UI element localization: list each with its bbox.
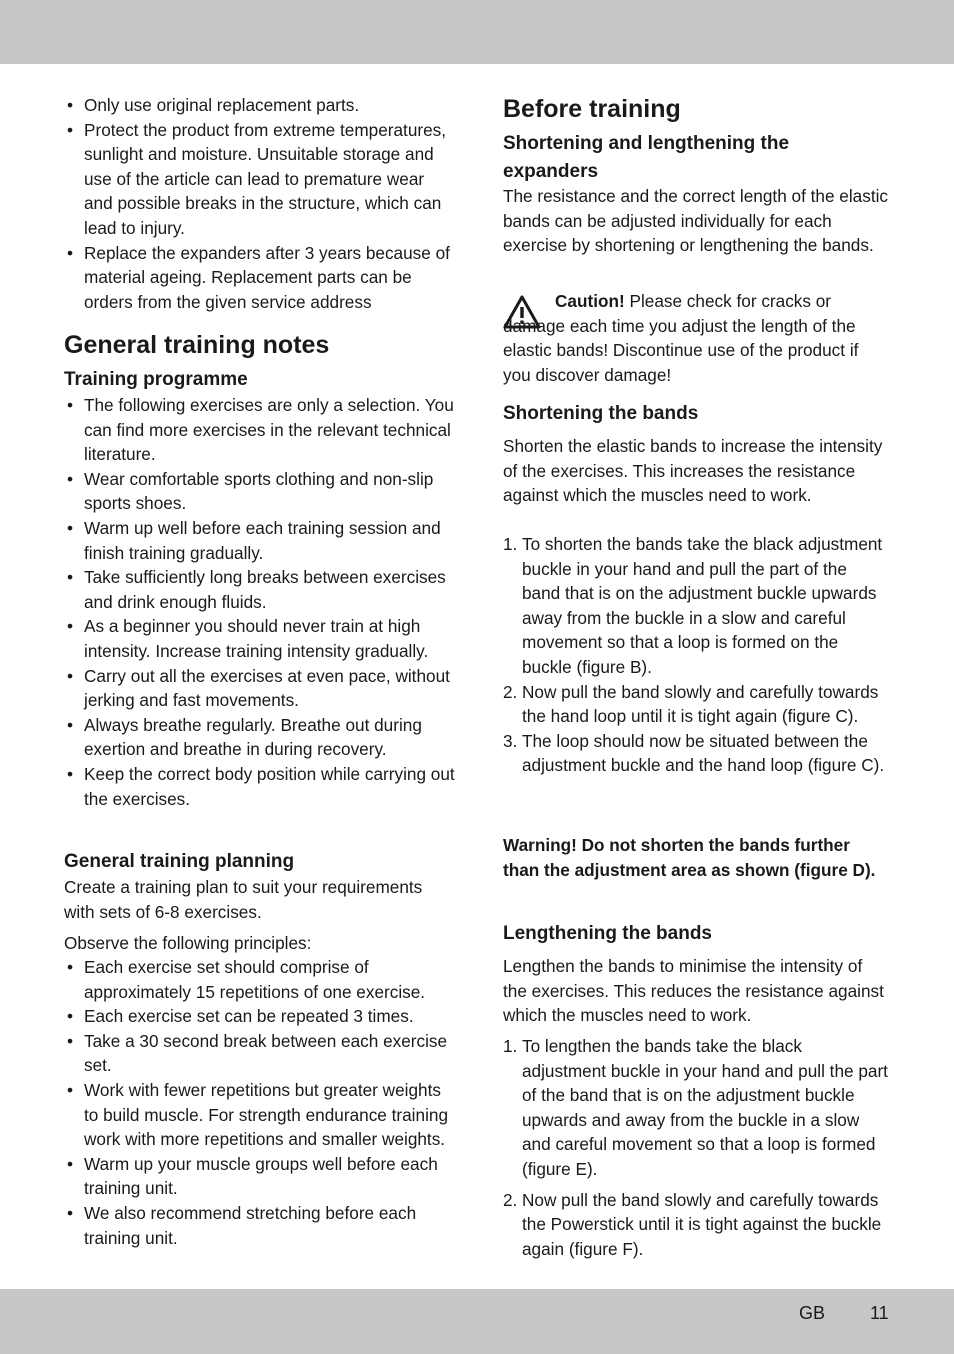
shortening-steps-list [503,532,889,778]
lengthening-paragraph: Lengthen the bands to minimise the intensity of the exercises. This reduces the resistance against which the muscles need to work. [503,956,884,1026]
list-item: • We also recommend stretching before each training unit. [64,1201,456,1250]
list-item: • As a beginner you should never train at high intensity. Increase training intensity gradually. [64,614,456,663]
warning-text: Warning! Do not shorten the bands further than the adjustment area as shown (figure D). [503,835,876,880]
list-item: • Protect the product from extreme temperatures, sunlight and moisture. Unsuitable storage and use of the article can lead to premature wear and possible breaks in the structure, which can lead to injury. [64,118,456,241]
caution-note [503,289,889,387]
list-item: • Wear comfortable sports clothing and non-slip sports shoes. [64,467,456,516]
planning-paragraph: Create a training plan to suit your requirements with sets of 6-8 exercises. [64,877,423,922]
principles-intro: Observe the following principles: [64,933,312,953]
list-item: • Replace the expanders after 3 years because of material ageing. Replacement parts can be orders from the given service address [64,241,456,315]
caution-label: Caution! [555,291,625,311]
list-item: • Take a 30 second break between each exercise set. [64,1029,456,1078]
section-title-general-training-notes: General training notes [64,331,330,359]
section-title-before-training: Before training [503,95,681,123]
list-item: • Only use original replacement parts. [64,93,456,118]
list-item: • Take sufficiently long breaks between exercises and drink enough fluids. [64,565,456,614]
list-item: 3. The loop should now be situated between the adjustment buckle and the hand loop (figure C). [503,730,885,776]
header-bar [0,0,954,64]
list-item: • Work with fewer repetitions but greater weights to build muscle. For strength endurance training work with more repetitions and smaller weights. [64,1078,456,1152]
caution-text: Please check for cracks or damage each time you adjust the length of the elastic bands! Discontinue use of the product if you discover damage! [503,291,859,385]
subsection-title-shortening: Shortening the bands [503,403,699,424]
intro-bullet-list [64,93,456,314]
programme-bullet-list [64,393,456,811]
list-item: 1. To shorten the bands take the black adjustment buckle in your hand and pull the part of the band that is on the adjustment buckle upwards away from the buckle in a slow and careful movement so that a loop is formed on the buckle (figure B). [503,534,883,677]
list-item: • Each exercise set should comprise of approximately 15 repetitions of one exercise. [64,955,456,1004]
list-item: 1. To lengthen the bands take the black adjustment buckle in your hand and pull the part of the band that is on the adjustment buckle upwards and away from the buckle in a slow and careful movement so that a loop is formed (figure E). [503,1036,888,1179]
lengthening-steps-list [503,1034,889,1261]
list-item: • Warm up your muscle groups well before each training unit. [64,1152,456,1201]
page-number: 11 [870,1303,889,1323]
list-item: • Warm up well before each training session and finish training gradually. [64,516,456,565]
list-item: • Always breathe regularly. Breathe out during exertion and breathe in during recovery. [64,713,456,762]
shortlong-paragraph: The resistance and the correct length of the elastic bands can be adjusted individually for each exercise by shortening or lengthening the bands. [503,186,889,256]
shortening-paragraph: Shorten the elastic bands to increase the intensity of the exercises. This increases the resistance against which the muscles need to work. [503,436,883,506]
list-item: • Carry out all the exercises at even pace, without jerking and fast movements. [64,664,456,713]
subsection-title-shortening-lengthening: Shortening and lengthening the expanders [503,133,790,182]
subsection-title-training-programme: Training programme [64,369,248,390]
list-item: 2. Now pull the band slowly and carefully towards the hand loop until it is tight again (figure C). [503,681,879,727]
subsection-title-lengthening: Lengthening the bands [503,923,712,944]
footer-language-code: GB [799,1303,826,1323]
principles-bullet-list [64,955,456,1250]
list-item: • Keep the correct body position while carrying out the exercises. [64,762,456,811]
list-item: • Each exercise set can be repeated 3 times. [64,1004,456,1029]
list-item: 2. Now pull the band slowly and carefully towards the Powerstick until it is tight against the buckle again (figure F). [503,1189,882,1259]
list-item: • The following exercises are only a selection. You can find more exercises in the relevant technical literature. [64,393,456,467]
subsection-title-general-training-planning: General training planning [64,851,295,872]
